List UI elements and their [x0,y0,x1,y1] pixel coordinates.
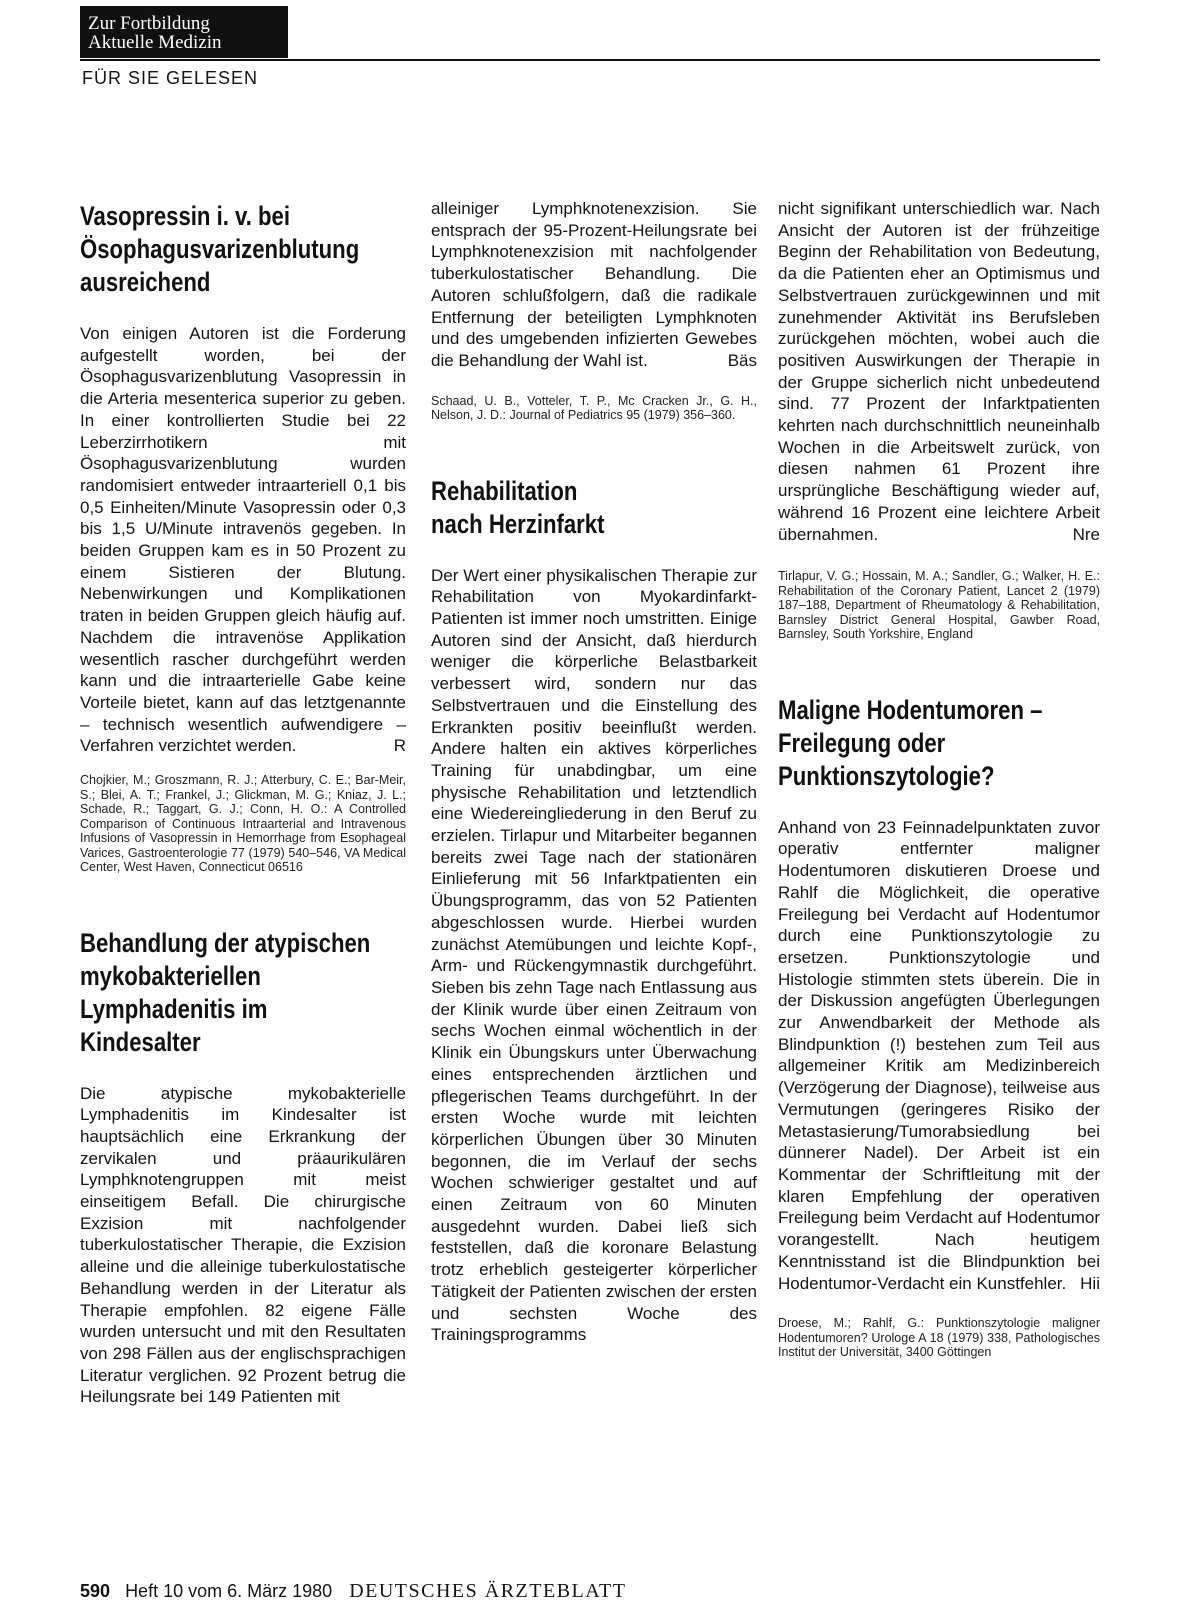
section-label: FÜR SIE GELESEN [82,68,259,88]
article-body-hodentumoren: Anhand von 23 Feinnadelpunktaten zuvor operativ entfernter maligner Hodentumoren diskutieren Droese und Rahlf die Möglichkeit, die operative Freilegung bei Verdacht auf Hodentumor durch eine Punktionszytologie zu ersetzen. Punktionszytologie und Histologie stimmten stets überein. Die in der Diskussion angefügten Überlegungen zur Anwendbarkeit der Methode als Blindpunktion (!) bestehen zum Teil aus allgemeiner Kritik am Medizinbereich (Verzögerung der Diagnose), teilweise aus Vermutungen (geringeres Risiko der Metastasierung/Tumorabsiedlung bei dünnerer Nadel). Der Arbeit ist ein Kommentar der Schriftleitung mit der klaren Empfehlung der operativen Freilegung beim Verdacht auf Hodentumor vorangestellt. Nach heutigem Kenntnisstand ist die Blindpunktion bei Hodentumor-Verdacht ein Kunstfehler. Hii [778,817,1100,1293]
article-body-lymphadenitis-part2: alleiniger Lymphknotenexzision. Sie entsprach der 95-Prozent-Heilungsrate bei Lymphknotenexzision mit nachfolgender tuberkulostatischer Behandlung. Die Autoren schlußfolgern, daß die radikale Entfernung der beteiligten Lymphknoten und des umgebenden infizierten Gewebes die Behandlung der Wahl ist. Bäs [431,199,757,370]
signature: Bäs [727,350,757,370]
article-body-rehabilitation-part1: Der Wert einer physikalischen Therapie zur Rehabilitation von Myokardinfarkt-Patienten ist immer noch umstritten. Einige Autoren sind der Ansicht, daß hierdurch weniger die körperliche Belastbarkeit verbessert wird, sondern nur das Selbstvertrauen und die Einstellung des Erkrankten positiv beeinflußt werden. Andere halten ein aktives körperliches Training für unabdingbar, um eine physische Rehabilitation und letztendlich eine Wiedereingliederung in den Beruf zu erzielen. Tirlapur und Mitarbeiter begannen bereits zwei Tage nach der stationären Einlieferung mit 56 Infarktpatienten ein Übungsprogramm, das von 52 Patienten abgeschlossen wurde. Hierbei wurden zunächst Atemübungen und leichte Kopf-, Arm- und Rückengymnastik durchgeführt. Sieben bis zehn Tage nach Entlassung aus der Klinik wurde über einen Zeitraum von sechs Wochen einmal wöchentlich in der Klinik ein Übungskurs unter Überwachung eines entsprechenden ärztlichen und pflegerischen Teams durchgeführt. In der ersten Woche wurde mit leichten körperlichen Übungen über 30 Minuten begonnen, die im Verlauf der sechs Wochen schwieriger gestaltet und auf einen Zeitraum von 60 Minuten ausgedehnt wurden. Dabei ließ sich feststellen, daß die koronare Belastung trotz erheblich gesteigerter körperlicher Tätigkeit der Patienten zwischen der ersten und sechsten Woche des Trainingsprogramms [431,565,758,1345]
reference-lymphadenitis: Schaad, U. B., Votteler, T. P., Mc Cracken Jr., G. H., Nelson, J. D.: Journal of Pediatrics 95 (1979) 356–360. [431,393,757,423]
page-number: 590 [80,1581,111,1601]
article-body-rehabilitation-part2: nicht signifikant unterschiedlich war. Nach Ansicht der Autoren ist der frühzeitige Beginn der Rehabilitation von Bedeutung, da die Patienten eher an Optimismus und Selbstvertrauen zurückgewinnen und mit zunehmender Aktivität ins Berufsleben zurückgehen möchten, wobei auch die positiven Auswirkungen der Therapie in der Gruppe sicherlich nicht unbedeutend sind. 77 Prozent der Infarktpatienten kehrten nach durchschnittlich neuneinhalb Wochen in die Arbeitswelt zurück, von diesen nahmen 61 Prozent ihre ursprüngliche Beschäftigung wieder auf, während 16 Prozent eine leichtere Arbeit übernahmen. Nre [778,199,1100,544]
article-title-hodentumoren: Maligne Hodentumoren – Freilegung oder Punktionszytologie? [778,694,1043,791]
reference-rehabilitation: Tirlapur, V. G.; Hossain, M. A.; Sandler, G.; Walker, H. E.: Rehabilitation of the Coronary Patient, Lancet 2 (1979) 187–188, Department of Rheumatology & Rehabilitation, Barnsley District General Hospital, Gawber Road, Barnsley, South Yorkshire, England [778,569,1100,642]
signature: Hii [1080,1273,1100,1293]
article-title-lymphadenitis: Behandlung der atypischen mykobakteriellen Lymphadenitis im Kindesalter [80,927,371,1057]
column-1 [80,198,406,1408]
article-body-lymphadenitis-part1: Die atypische mykobakterielle Lymphadenitis im Kindesalter ist hauptsächlich eine Erkrankung der zervikalen und präaurikulären Lymphknotengruppen mit meist einseitigem Befall. Die chirurgische Exzision mit nachfolgender tuberkulostatischer Therapie, die Exzision alleine und die alleinige tuberkulostatische Behandlung werden in der Literatur als Therapie empfohlen. 82 eigene Fälle wurden untersucht und mit den Resultaten von 298 Fällen aus der englischsprachigen Literatur verglichen. 92 Prozent betrug die Heilungsrate bei 149 Patienten mit [80,1083,406,1407]
rubric-badge [80,6,288,58]
issue-info: Heft 10 vom 6. März 1980 [125,1581,333,1601]
header-rule [80,59,1100,61]
article-title-vasopressin: Vasopressin i. v. bei Ösophagusvarizenblutung ausreichend [80,201,360,297]
magazine-name: DEUTSCHES ÄRZTEBLATT [349,1580,627,1602]
column-3 [778,198,1100,1360]
signature: Nre [1072,524,1100,544]
page-footer [80,1580,626,1603]
reference-hodentumoren: Droese, M.; Rahlf, G.: Punktionszytologie maligner Hodentumoren? Urologe A 18 (1979) 338, Pathologisches Institut der Universität, 3400 Göttingen [778,1316,1100,1360]
reference-vasopressin: Chojkier, M.; Groszmann, R. J.; Atterbury, C. E.; Bar-Meir, S.; Blei, A. T.; Frankel, J.; Glickman, M. G.; Kniaz, J. L.; Schade, R.; Taggart, G. J.; Conn, H. O.: A Controlled Comparison of Continuous Intraarterial and Intravenous Infusions of Vasopressin in Hemorrhage from Esophageal Varices, Gastroenterologie 77 (1979) 540–546, VA Medical Center, West Haven, Connecticut 06516 [80,773,406,875]
rubric-line-2: Aktuelle Medizin [88,32,222,53]
article-body-vasopressin: Von einigen Autoren ist die Forderung aufgestellt worden, bei der Ösophagusvarizenblutung Vasopressin in die Arteria mesenterica superior zu geben. In einer kontrollierten Studie bei 22 Leberzirrhotikern mit Ösophagusvarizenblutung wurden randomisiert entweder intraarteriell 0,1 bis 0,5 Einheiten/Minute Vasopressin oder 0,3 bis 1,5 U/Minute intravenös gegeben. In beiden Gruppen kam es in 50 Prozent zu einem Sistieren der Blutung. Nebenwirkungen und Komplikationen traten in beiden Gruppen gleich häufig auf. Nachdem die intravenöse Applikation wesentlich rascher durchgeführt werden kann und die intraarterielle Gabe keine Vorteile bietet, kann auf das letztgenannte – technisch wesentlich aufwendigere – Verfahren verzichtet werden. R [80,324,406,756]
article-title-rehabilitation: Rehabilitation nach Herzinfarkt [431,475,605,539]
rubric-line-1: Zur Fortbildung [88,13,210,34]
column-2 [431,198,757,1346]
signature: R [393,736,406,756]
